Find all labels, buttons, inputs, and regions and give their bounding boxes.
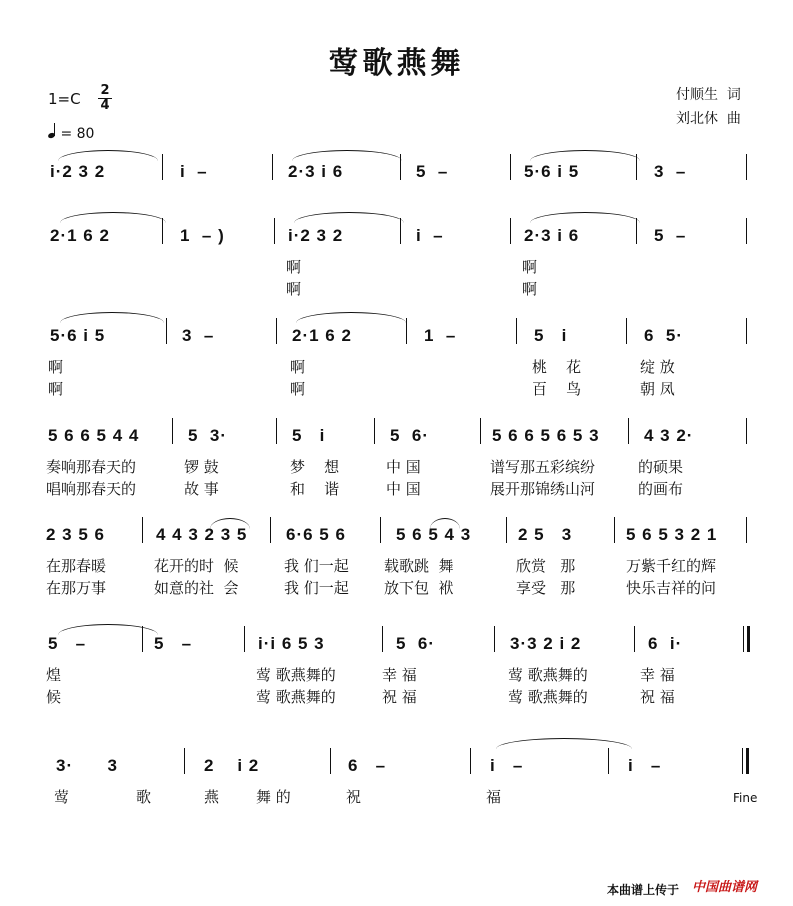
lyric: 歌 bbox=[136, 788, 152, 806]
slur bbox=[294, 212, 404, 223]
barline bbox=[272, 154, 273, 180]
measure: 5 – bbox=[48, 634, 87, 653]
barline bbox=[480, 418, 481, 444]
lyric: 祝 bbox=[346, 788, 362, 806]
tempo-value: = 80 bbox=[60, 126, 95, 142]
tempo-mark bbox=[48, 124, 94, 142]
measure: 2·3 i 6 bbox=[524, 226, 580, 245]
measure: 5 – bbox=[416, 162, 449, 181]
lyric: 啊 bbox=[48, 380, 64, 398]
lyric: 梦 想 bbox=[290, 458, 340, 476]
lyric: 唱响那春天的 bbox=[46, 480, 137, 498]
staff-row-3 bbox=[0, 326, 793, 350]
lyric: 绽 放 bbox=[640, 358, 675, 376]
fine-mark: Fine bbox=[733, 791, 758, 805]
measure: 5 – bbox=[654, 226, 687, 245]
song-title: 莺歌燕舞 bbox=[328, 46, 465, 81]
barline bbox=[244, 626, 245, 652]
slur bbox=[292, 150, 402, 161]
staff-row-5 bbox=[0, 525, 793, 549]
lyric: 候 bbox=[46, 688, 62, 706]
tie bbox=[210, 518, 250, 529]
key-signature: 1=C bbox=[48, 90, 81, 108]
time-top: 2 bbox=[98, 84, 112, 99]
tie bbox=[430, 518, 460, 529]
measure: 2·1 6 2 bbox=[50, 226, 110, 245]
lyric: 啊 bbox=[290, 358, 306, 376]
quarter-note-icon bbox=[48, 124, 56, 138]
lyric: 的硕果 bbox=[638, 458, 684, 476]
barline bbox=[510, 154, 511, 180]
staff-row-1 bbox=[0, 162, 793, 186]
lyric: 莺 bbox=[54, 788, 70, 806]
barline bbox=[746, 517, 747, 543]
slur bbox=[530, 212, 640, 223]
measure: 3·3 2 i 2 bbox=[510, 634, 582, 653]
lyric: 奏响那春天的 bbox=[46, 458, 137, 476]
lyric: 桃 花 bbox=[532, 358, 582, 376]
lyric: 幸 福 bbox=[640, 666, 675, 684]
barline bbox=[506, 517, 507, 543]
lyric: 如意的社 会 bbox=[154, 579, 239, 597]
barline bbox=[626, 318, 627, 344]
staff-row-6 bbox=[0, 634, 793, 658]
lyric: 啊 bbox=[522, 258, 538, 276]
barline bbox=[274, 218, 275, 244]
measure: 2 i 2 bbox=[204, 756, 260, 775]
upload-note: 本曲谱上传于 bbox=[607, 883, 680, 897]
barline bbox=[494, 626, 495, 652]
measure: 5 6 6 5 6 5 3 bbox=[492, 426, 600, 445]
lyric: 和 谐 bbox=[290, 480, 340, 498]
lyric: 花开的时 候 bbox=[154, 557, 239, 575]
measure: 6 5· bbox=[644, 326, 684, 345]
measure: 1 – bbox=[424, 326, 457, 345]
lyric: 啊 bbox=[286, 280, 302, 298]
measure: i – bbox=[180, 162, 208, 181]
measure: 2 5 3 bbox=[518, 525, 573, 544]
barline bbox=[746, 154, 747, 180]
lyric: 我 们一起 bbox=[284, 579, 349, 597]
lyric: 啊 bbox=[522, 280, 538, 298]
slur bbox=[530, 150, 640, 161]
measure: 6 – bbox=[348, 756, 387, 775]
staff-row-7 bbox=[0, 756, 793, 780]
composer-credit: 刘北休 曲 bbox=[676, 111, 741, 127]
lyric: 莺 歌燕舞的 bbox=[256, 688, 336, 706]
slur bbox=[496, 738, 632, 749]
barline bbox=[510, 218, 511, 244]
measure: i – bbox=[490, 756, 524, 775]
lyric: 万紫千红的辉 bbox=[626, 557, 717, 575]
lyric: 展开那锦绣山河 bbox=[490, 480, 596, 498]
barline bbox=[743, 626, 744, 652]
barline bbox=[742, 748, 743, 774]
slur bbox=[60, 312, 164, 323]
time-bottom: 4 bbox=[100, 98, 110, 113]
lyric: 的画布 bbox=[638, 480, 684, 498]
lyric: 祝 福 bbox=[640, 688, 675, 706]
lyric: 啊 bbox=[286, 258, 302, 276]
barline bbox=[184, 748, 185, 774]
barline bbox=[382, 626, 383, 652]
measure: i·2 3 2 bbox=[288, 226, 344, 245]
measure: 5 6· bbox=[390, 426, 430, 445]
measure: 6 i· bbox=[648, 634, 683, 653]
staff-row-2 bbox=[0, 226, 793, 250]
barline bbox=[276, 418, 277, 444]
lyric: 莺 歌燕舞的 bbox=[256, 666, 336, 684]
lyric: 啊 bbox=[48, 358, 64, 376]
measure: 2·1 6 2 bbox=[292, 326, 352, 345]
barline bbox=[374, 418, 375, 444]
tie bbox=[58, 624, 158, 635]
slur bbox=[58, 150, 158, 161]
measure: i·2 3 2 bbox=[50, 162, 106, 181]
lyric: 燕 bbox=[204, 788, 220, 806]
site-logo[interactable]: 中国曲谱网 bbox=[692, 880, 758, 895]
barline bbox=[142, 517, 143, 543]
lyric: 福 bbox=[486, 788, 502, 806]
lyric: 煌 bbox=[46, 666, 62, 684]
measure: 6·6 5 6 bbox=[286, 525, 346, 544]
staff-row-4 bbox=[0, 426, 793, 450]
measure: i·i 6 5 3 bbox=[258, 634, 325, 653]
measure: 5 3· bbox=[188, 426, 228, 445]
slur bbox=[296, 312, 406, 323]
barline bbox=[746, 418, 747, 444]
repeat-end-barline bbox=[747, 626, 750, 652]
barline bbox=[276, 318, 277, 344]
final-barline bbox=[746, 748, 749, 774]
measure: 3 – bbox=[182, 326, 215, 345]
lyric: 莺 歌燕舞的 bbox=[508, 688, 588, 706]
lyric: 快乐吉祥的问 bbox=[626, 579, 717, 597]
barline bbox=[516, 318, 517, 344]
lyric: 故 事 bbox=[184, 480, 219, 498]
measure: 5 6 5 3 2 1 bbox=[626, 525, 718, 544]
measure: i – bbox=[628, 756, 662, 775]
measure: 5 6 5 4 3 bbox=[396, 525, 472, 544]
measure: 5·6 i 5 bbox=[50, 326, 106, 345]
lyricist-credit: 付顺生 词 bbox=[676, 87, 741, 103]
measure: 5 i bbox=[292, 426, 326, 445]
lyric: 放下包 袱 bbox=[384, 579, 454, 597]
barline bbox=[470, 748, 471, 774]
lyric: 舞 的 bbox=[256, 788, 291, 806]
measure: i – bbox=[416, 226, 444, 245]
lyric: 谱写那五彩缤纷 bbox=[490, 458, 596, 476]
barline bbox=[380, 517, 381, 543]
barline bbox=[166, 318, 167, 344]
lyric: 啊 bbox=[290, 380, 306, 398]
measure: 3· 3 bbox=[56, 756, 118, 775]
barline bbox=[330, 748, 331, 774]
barline bbox=[746, 318, 747, 344]
measure: 2 3 5 6 bbox=[46, 525, 105, 544]
measure: 5 6 6 5 4 4 bbox=[48, 426, 140, 445]
lyric: 朝 凤 bbox=[640, 380, 675, 398]
lyric: 在那万事 bbox=[46, 579, 107, 597]
lyric: 百 鸟 bbox=[532, 380, 582, 398]
lyric: 莺 歌燕舞的 bbox=[508, 666, 588, 684]
measure: 5·6 i 5 bbox=[524, 162, 580, 181]
lyric: 载歌跳 舞 bbox=[384, 557, 454, 575]
time-signature bbox=[98, 84, 112, 113]
measure: 4 3 2· bbox=[644, 426, 694, 445]
lyric: 在那春暖 bbox=[46, 557, 107, 575]
measure: 3 – bbox=[654, 162, 687, 181]
lyric: 锣 鼓 bbox=[184, 458, 219, 476]
barline bbox=[614, 517, 615, 543]
barline bbox=[172, 418, 173, 444]
barline bbox=[406, 318, 407, 344]
measure: 5 6· bbox=[396, 634, 436, 653]
lyric: 幸 福 bbox=[382, 666, 417, 684]
measure: 4 4 3 2 3 5 bbox=[156, 525, 248, 544]
barline bbox=[746, 218, 747, 244]
measure: 5 – bbox=[154, 634, 193, 653]
barline bbox=[608, 748, 609, 774]
lyric: 我 们一起 bbox=[284, 557, 349, 575]
barline bbox=[162, 154, 163, 180]
lyric: 祝 福 bbox=[382, 688, 417, 706]
lyric: 中 国 bbox=[386, 480, 421, 498]
lyric: 欣赏 那 bbox=[516, 557, 576, 575]
barline bbox=[634, 626, 635, 652]
lyric: 享受 那 bbox=[516, 579, 576, 597]
measure: 5 i bbox=[534, 326, 568, 345]
measure: 2·3 i 6 bbox=[288, 162, 344, 181]
measure: 1 – ) bbox=[180, 226, 225, 245]
barline bbox=[628, 418, 629, 444]
barline bbox=[270, 517, 271, 543]
lyric: 中 国 bbox=[386, 458, 421, 476]
slur bbox=[60, 212, 166, 223]
